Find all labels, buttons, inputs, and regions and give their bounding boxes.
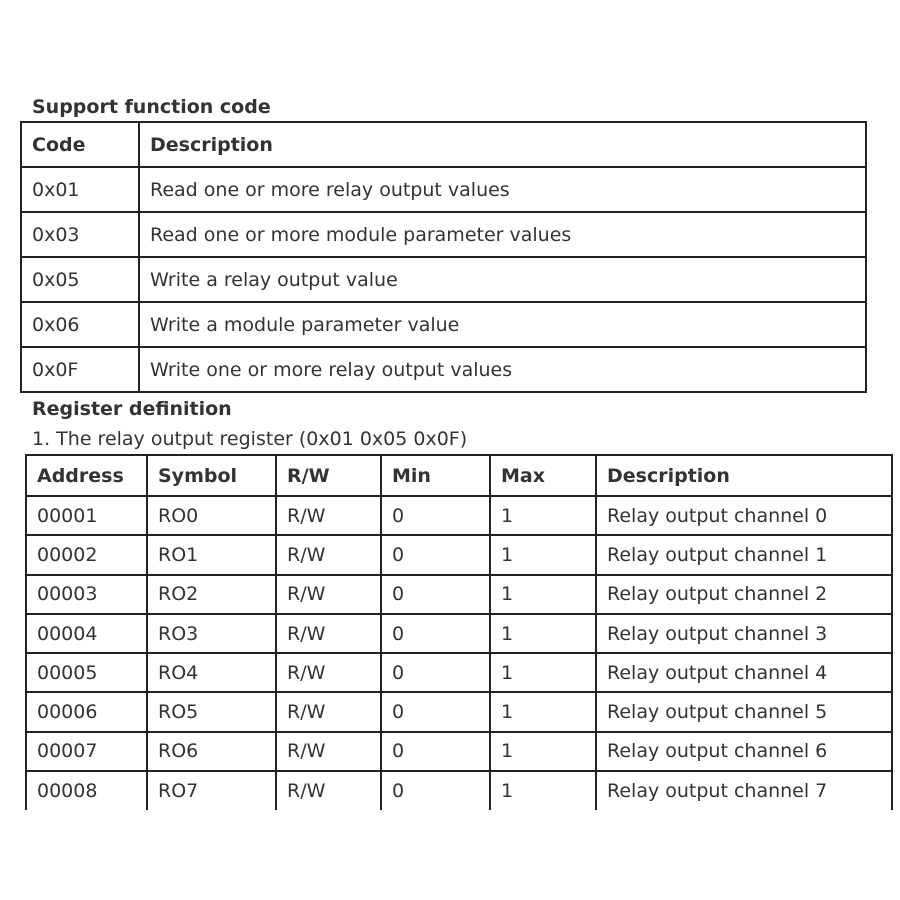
table-cell: 0x05: [21, 257, 139, 302]
function-code-table: [20, 121, 867, 393]
table-row: [26, 496, 892, 535]
table-cell: 0: [381, 653, 490, 692]
table-cell: Relay output channel 1: [596, 535, 892, 574]
table-cell: R/W: [276, 535, 381, 574]
column-header: Description: [596, 455, 892, 496]
register-definition-heading: Register definition: [32, 398, 232, 420]
table-cell: 0: [381, 732, 490, 771]
table-cell: RO7: [147, 771, 276, 810]
table-cell: RO0: [147, 496, 276, 535]
table-cell: Read one or more relay output values: [139, 167, 866, 212]
table-cell: Relay output channel 7: [596, 771, 892, 810]
relay-register-subtitle: 1. The relay output register (0x01 0x05 0x0F): [32, 428, 468, 450]
table-cell: Write a module parameter value: [139, 302, 866, 347]
table-row: [26, 771, 892, 810]
column-header: R/W: [276, 455, 381, 496]
relay-register-table: [25, 454, 893, 810]
table-cell: 0: [381, 496, 490, 535]
table-cell: RO3: [147, 614, 276, 653]
table-row: [21, 347, 866, 392]
table-cell: 00005: [26, 653, 147, 692]
column-header: Symbol: [147, 455, 276, 496]
table-row: [26, 575, 892, 614]
table-row: [21, 302, 866, 347]
table-cell: 0x0F: [21, 347, 139, 392]
table-cell: 0: [381, 614, 490, 653]
column-header: Min: [381, 455, 490, 496]
table-cell: 0: [381, 535, 490, 574]
table-row: [26, 732, 892, 771]
table-cell: 1: [490, 692, 596, 731]
table-cell: 0x01: [21, 167, 139, 212]
table-cell: R/W: [276, 692, 381, 731]
table-cell: R/W: [276, 614, 381, 653]
table-cell: Relay output channel 2: [596, 575, 892, 614]
table-header-row: [21, 122, 866, 167]
table-cell: RO6: [147, 732, 276, 771]
table-cell: 0: [381, 771, 490, 810]
table-cell: RO4: [147, 653, 276, 692]
table-cell: 1: [490, 496, 596, 535]
function-code-heading: Support function code: [32, 96, 271, 118]
column-header: Address: [26, 455, 147, 496]
table-cell: 0x03: [21, 212, 139, 257]
table-cell: R/W: [276, 771, 381, 810]
table-cell: Relay output channel 4: [596, 653, 892, 692]
table-cell: 1: [490, 771, 596, 810]
table-row: [21, 257, 866, 302]
table-cell: 00003: [26, 575, 147, 614]
column-header: Description: [139, 122, 866, 167]
table-cell: 00008: [26, 771, 147, 810]
table-header-row: [26, 455, 892, 496]
table-row: [21, 212, 866, 257]
table-cell: 00001: [26, 496, 147, 535]
table-cell: 00007: [26, 732, 147, 771]
table-cell: 1: [490, 653, 596, 692]
table-row: [26, 653, 892, 692]
table-cell: RO5: [147, 692, 276, 731]
table-cell: 00002: [26, 535, 147, 574]
table-cell: 00004: [26, 614, 147, 653]
table-cell: Relay output channel 0: [596, 496, 892, 535]
table-cell: Relay output channel 3: [596, 614, 892, 653]
table-cell: RO2: [147, 575, 276, 614]
table-cell: Read one or more module parameter values: [139, 212, 866, 257]
column-header: Max: [490, 455, 596, 496]
table-cell: R/W: [276, 496, 381, 535]
table-cell: R/W: [276, 732, 381, 771]
table-cell: Relay output channel 5: [596, 692, 892, 731]
table-row: [21, 167, 866, 212]
table-cell: R/W: [276, 653, 381, 692]
table-cell: 0x06: [21, 302, 139, 347]
column-header: Code: [21, 122, 139, 167]
table-cell: 00006: [26, 692, 147, 731]
table-cell: 1: [490, 732, 596, 771]
table-cell: Relay output channel 6: [596, 732, 892, 771]
table-cell: 0: [381, 575, 490, 614]
table-cell: 1: [490, 614, 596, 653]
table-cell: R/W: [276, 575, 381, 614]
table-cell: 1: [490, 535, 596, 574]
table-cell: 0: [381, 692, 490, 731]
table-row: [26, 692, 892, 731]
table-cell: Write a relay output value: [139, 257, 866, 302]
table-cell: RO1: [147, 535, 276, 574]
table-row: [26, 614, 892, 653]
table-cell: 1: [490, 575, 596, 614]
table-row: [26, 535, 892, 574]
table-cell: Write one or more relay output values: [139, 347, 866, 392]
